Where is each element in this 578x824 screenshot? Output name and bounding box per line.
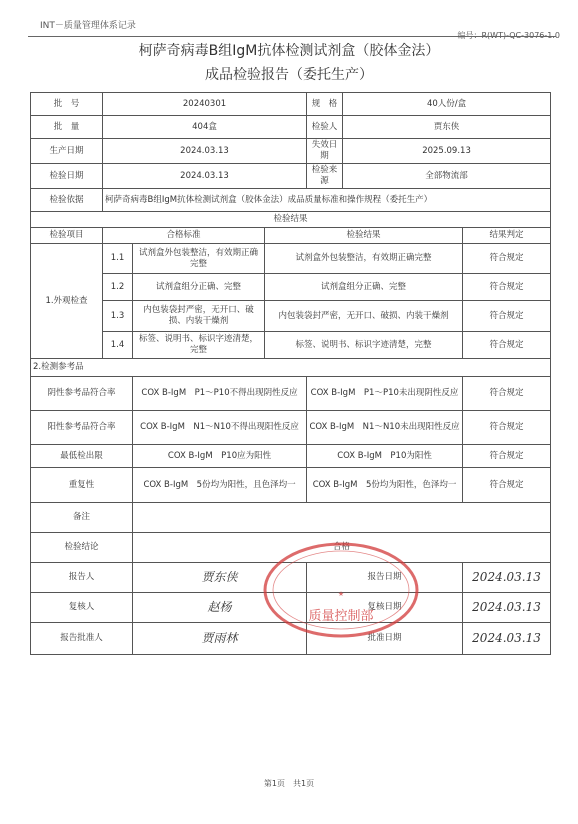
reporter-signature: 贾东侠 <box>133 563 307 593</box>
approver-signature: 贾雨林 <box>133 623 307 655</box>
row-results-heading <box>31 212 551 228</box>
col-verdict: 结果判定 <box>463 228 551 244</box>
reference-verdict: 符合规定 <box>463 468 551 503</box>
row-results-columns <box>31 228 551 244</box>
appearance-verdict: 符合规定 <box>463 332 551 359</box>
test-date-value: 2024.03.13 <box>103 164 307 189</box>
results-section-title: 检验结果 <box>31 212 551 228</box>
document-subtitle: 成品检验报告（委托生产） <box>205 67 373 83</box>
row-reporter <box>31 563 551 593</box>
appearance-standard: 标签、说明书、标识字迹清楚，完整 <box>133 332 265 359</box>
test-date-label: 检验日期 <box>31 164 103 189</box>
reference-item: 阳性参考品符合率 <box>31 411 133 445</box>
basis-label: 检验依据 <box>31 189 103 212</box>
row-conclusion <box>31 533 551 563</box>
page-footer: 第1页 共1页 <box>263 779 315 788</box>
source-label: 检验来源 <box>307 164 343 189</box>
reporter-label: 报告人 <box>31 563 133 593</box>
appearance-standard: 试剂盒组分正确、完整 <box>133 274 265 301</box>
document-title: 柯萨奇病毒B组IgM抗体检测试剂盒（胶体金法） <box>138 43 440 59</box>
row-quantity <box>31 116 551 139</box>
reviewer-label: 复核人 <box>31 593 133 623</box>
row-reviewer <box>31 593 551 623</box>
seal-department-text: 质量控制部 <box>308 609 374 624</box>
reference-item: 重复性 <box>31 468 133 503</box>
approve-date-label: 批准日期 <box>307 623 463 655</box>
reference-row <box>31 411 551 445</box>
expiry-label: 失效日期 <box>307 139 343 164</box>
reference-row <box>31 468 551 503</box>
spec-value: 40人份/盒 <box>343 93 551 116</box>
prod-date-label: 生产日期 <box>31 139 103 164</box>
reference-standard: COX B-IgM P10应为阳性 <box>133 445 307 468</box>
appearance-no: 1.4 <box>103 332 133 359</box>
reference-verdict: 符合规定 <box>463 377 551 411</box>
reference-result: COX B-IgM N1～N10未出现阳性反应 <box>307 411 463 445</box>
inspection-report-table <box>30 92 551 655</box>
appearance-result: 试剂盒外包装整洁，有效期正确完整 <box>265 244 463 274</box>
reference-verdict: 符合规定 <box>463 411 551 445</box>
inspector-value: 贾东侠 <box>343 116 551 139</box>
reference-section-label: 2.检测参考品 <box>31 359 551 377</box>
row-approver <box>31 623 551 655</box>
prod-date-value: 2024.03.13 <box>103 139 307 164</box>
appearance-row <box>31 274 551 301</box>
batch-value: 20240301 <box>103 93 307 116</box>
appearance-standard: 试剂盒外包装整洁，有效期正确完整 <box>133 244 265 274</box>
report-date-value: 2024.03.13 <box>463 563 551 593</box>
row-batch <box>31 93 551 116</box>
appearance-result: 内包装袋封严密，无开口、破损、内装干燥剂 <box>265 301 463 332</box>
appearance-verdict: 符合规定 <box>463 244 551 274</box>
appearance-no: 1.2 <box>103 274 133 301</box>
row-production-date <box>31 139 551 164</box>
appearance-label: 1.外观检查 <box>31 244 103 359</box>
batch-label: 批 号 <box>31 93 103 116</box>
review-date-value: 2024.03.13 <box>463 593 551 623</box>
appearance-row <box>31 244 551 274</box>
source-value: 全部物流部 <box>343 164 551 189</box>
reference-result: COX B-IgM P10为阳性 <box>307 445 463 468</box>
appearance-verdict: 符合规定 <box>463 274 551 301</box>
system-label: INT－质量管理体系记录 <box>40 21 136 31</box>
appearance-no: 1.1 <box>103 244 133 274</box>
col-item: 检验项目 <box>31 228 103 244</box>
col-standard: 合格标准 <box>103 228 265 244</box>
reference-row <box>31 377 551 411</box>
reference-item: 最低检出限 <box>31 445 133 468</box>
reference-item: 阴性参考品符合率 <box>31 377 133 411</box>
approver-label: 报告批准人 <box>31 623 133 655</box>
appearance-standard: 内包装袋封严密，无开口、破损、内装干燥剂 <box>133 301 265 332</box>
remarks-label: 备注 <box>31 503 133 533</box>
reference-standard: COX B-IgM N1～N10不得出现阳性反应 <box>133 411 307 445</box>
basis-value: 柯萨奇病毒B组IgM抗体检测试剂盒（胶体金法）成品质量标准和操作规程（委托生产） <box>103 189 551 212</box>
qty-value: 404盒 <box>103 116 307 139</box>
approve-date-value: 2024.03.13 <box>463 623 551 655</box>
appearance-result: 试剂盒组分正确、完整 <box>265 274 463 301</box>
col-result: 检验结果 <box>265 228 463 244</box>
review-date-label: 复核日期 <box>307 593 463 623</box>
row-test-date <box>31 164 551 189</box>
reference-result: COX B-IgM P1～P10未出现阴性反应 <box>307 377 463 411</box>
appearance-row <box>31 301 551 332</box>
appearance-result: 标签、说明书、标识字迹清楚，完整 <box>265 332 463 359</box>
reference-result: COX B-IgM 5份均为阳性，色泽均一 <box>307 468 463 503</box>
inspector-label: 检验人 <box>307 116 343 139</box>
row-basis <box>31 189 551 212</box>
report-date-label: 报告日期 <box>307 563 463 593</box>
seal-star: ★ <box>337 590 345 598</box>
expiry-value: 2025.09.13 <box>343 139 551 164</box>
document-number: 编号：R(WT)-QC-3076-1.0 <box>457 31 560 40</box>
conclusion-value: 合格 <box>133 533 551 563</box>
reference-verdict: 符合规定 <box>463 445 551 468</box>
remarks-value <box>133 503 551 533</box>
reference-standard: COX B-IgM P1～P10不得出现阴性反应 <box>133 377 307 411</box>
appearance-verdict: 符合规定 <box>463 301 551 332</box>
reference-standard: COX B-IgM 5份均为阳性，且色泽均一 <box>133 468 307 503</box>
appearance-no: 1.3 <box>103 301 133 332</box>
appearance-row <box>31 332 551 359</box>
reviewer-signature: 赵杨 <box>133 593 307 623</box>
spec-label: 规 格 <box>307 93 343 116</box>
row-remarks <box>31 503 551 533</box>
conclusion-label: 检验结论 <box>31 533 133 563</box>
header-divider <box>28 36 556 37</box>
row-reference-heading <box>31 359 551 377</box>
reference-row <box>31 445 551 468</box>
qty-label: 批 量 <box>31 116 103 139</box>
